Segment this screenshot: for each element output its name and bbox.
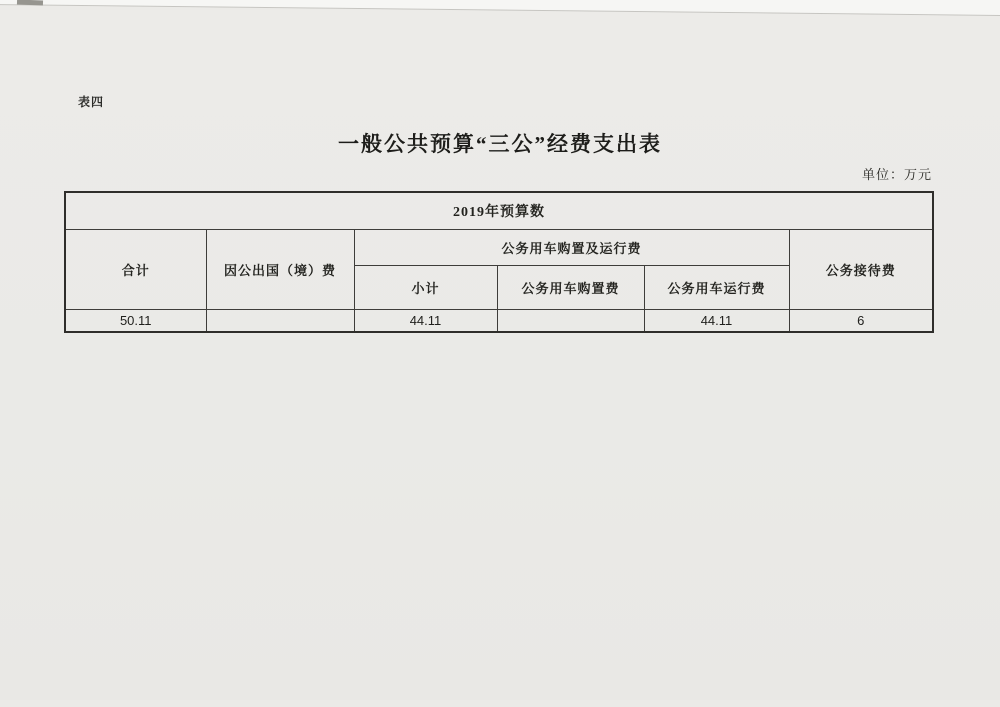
header-total-cell: 合计: [65, 230, 206, 310]
value-vehicle-operation-cell: 44.11: [644, 310, 789, 333]
value-vehicle-purchase-cell: [497, 310, 644, 333]
header-vehicle-operation-cell: 公务用车运行费: [644, 266, 789, 310]
header-vehicle-purchase-cell: 公务用车购置费: [497, 266, 644, 310]
value-reception-cell: 6: [789, 310, 933, 333]
table-number-label: 表四: [78, 95, 105, 109]
value-abroad-cell: [206, 310, 354, 333]
table-row-group-header: [65, 230, 933, 266]
year-header-cell: 2019年预算数: [65, 192, 933, 230]
value-vehicle-subtotal-cell: 44.11: [354, 310, 497, 333]
table-row-year-header: [65, 192, 933, 230]
value-total-cell: 50.11: [65, 310, 206, 333]
unit-note: 单位：万元: [861, 167, 932, 182]
table-row-values: [65, 310, 933, 333]
header-reception-cell: 公务接待费: [789, 230, 933, 310]
header-vehicle-subtotal-cell: 小计: [354, 266, 497, 310]
document-title: 一般公共预算“三公”经费支出表: [338, 132, 662, 156]
header-abroad-cell: 因公出国（境）费: [206, 230, 354, 310]
scan-corner-artifact: [17, 0, 43, 5]
budget-table: [64, 191, 934, 333]
page-background: [0, 10, 1000, 700]
header-vehicle-group-cell: 公务用车购置及运行费: [354, 230, 789, 266]
